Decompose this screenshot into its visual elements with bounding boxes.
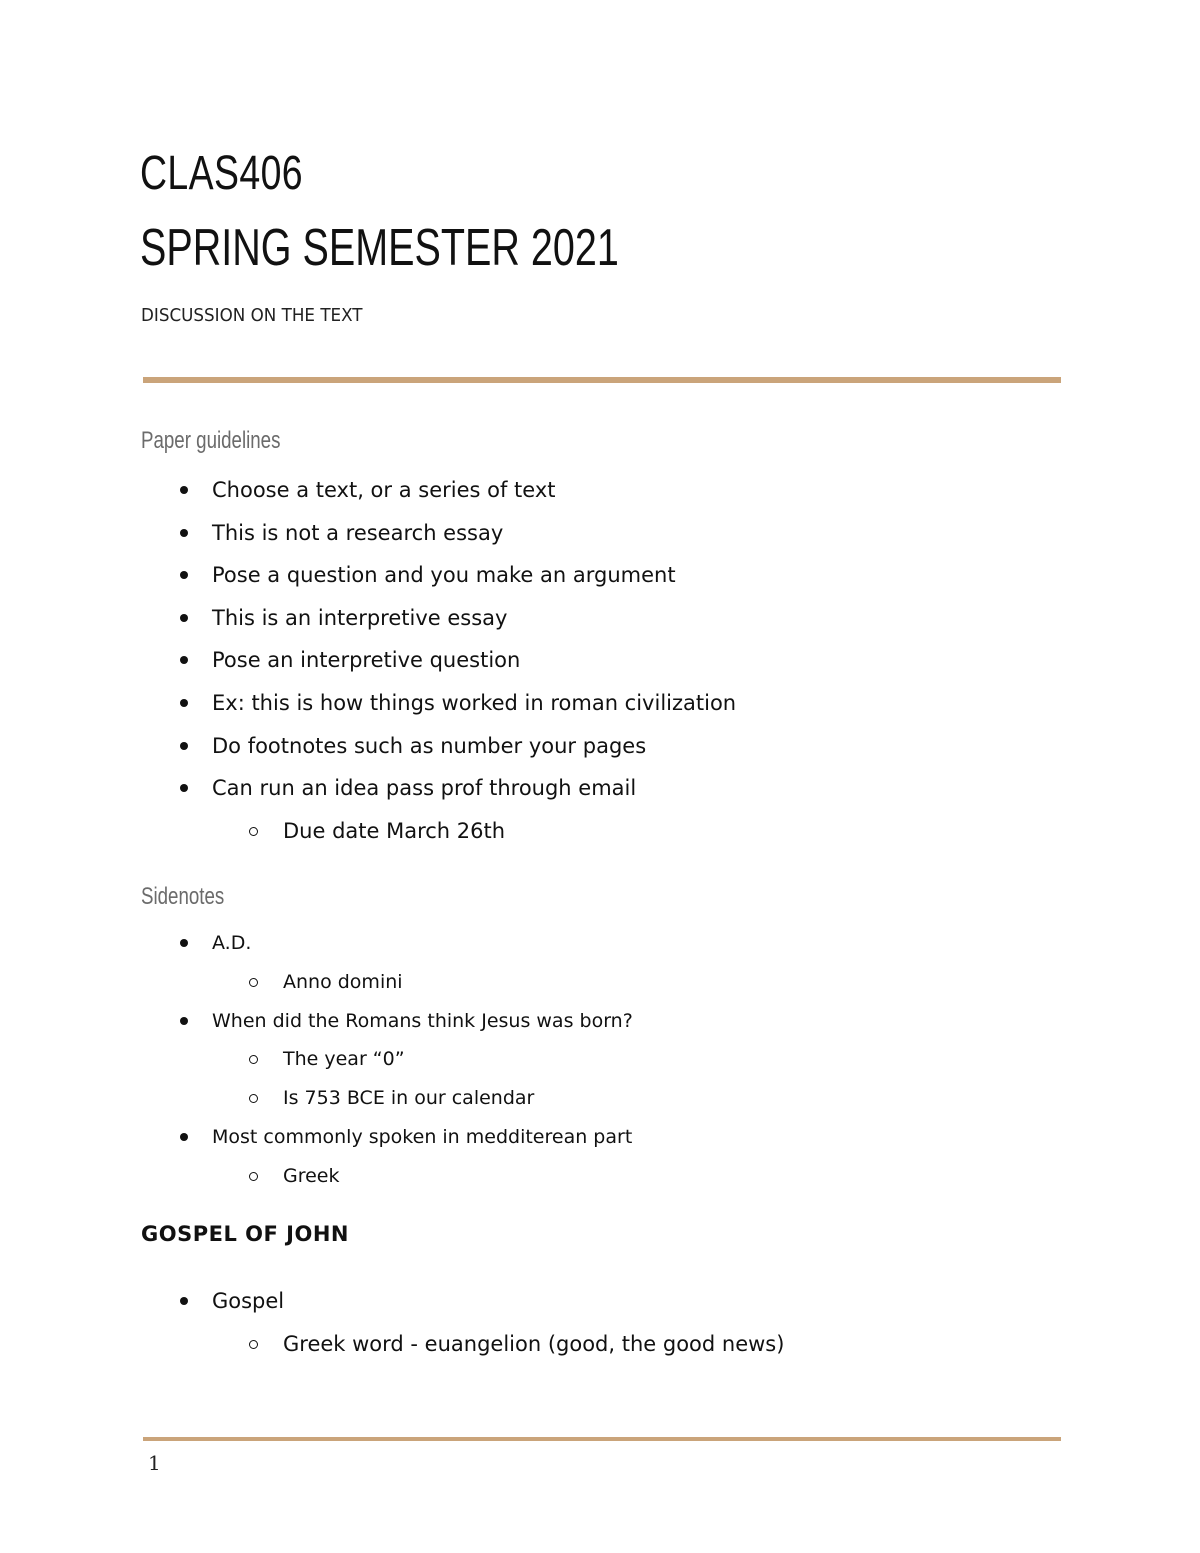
bullet-icon <box>180 699 188 707</box>
sub-list-item <box>0 1330 784 1373</box>
sub-list-item <box>0 1046 633 1085</box>
semester-title: SPRING SEMESTER 2021 <box>140 219 619 277</box>
circle-bullet-icon <box>249 1094 258 1103</box>
bullet-icon <box>180 571 188 579</box>
top-divider <box>143 377 1061 383</box>
list-item-text: Most commonly spoken in medditerean part <box>212 1125 633 1148</box>
list-item <box>0 604 736 647</box>
bottom-divider <box>143 1437 1061 1441</box>
sub-list-item-text: The year “0” <box>283 1048 405 1071</box>
document-subtitle: DISCUSSION ON THE TEXT <box>141 305 363 326</box>
bullet-icon <box>180 656 188 664</box>
list-item <box>0 476 736 519</box>
sidenotes-heading: Sidenotes <box>141 883 225 910</box>
list-item-text: Do footnotes such as number your pages <box>212 733 647 758</box>
sub-list-item <box>0 817 736 860</box>
sub-list-item-text: Anno domini <box>283 970 403 993</box>
bullet-icon <box>180 486 188 494</box>
circle-bullet-icon <box>249 827 258 836</box>
list-item-text: This is not a research essay <box>212 520 504 545</box>
list-item <box>0 1008 633 1047</box>
gospel-of-john-heading: GOSPEL OF JOHN <box>141 1222 349 1246</box>
list-item-text: This is an interpretive essay <box>212 605 508 630</box>
bullet-icon <box>180 1297 188 1305</box>
list-item-text: Pose a question and you make an argument <box>212 563 676 588</box>
list-item-text: Choose a text, or a series of text <box>212 478 556 502</box>
list-item-text: Pose an interpretive question <box>212 648 521 673</box>
bullet-icon <box>180 784 188 792</box>
page-number: 1 <box>148 1451 161 1475</box>
circle-bullet-icon <box>249 1340 258 1349</box>
bullet-icon <box>180 1133 188 1141</box>
list-item <box>0 519 736 562</box>
list-item-text: Ex: this is how things worked in roman civilization <box>212 690 737 715</box>
sub-list-item-text: Greek <box>283 1164 340 1187</box>
list-item-text: Can run an idea pass prof through email <box>212 776 637 801</box>
circle-bullet-icon <box>249 1172 258 1181</box>
sub-list-item-text: Greek word - euangelion (good, the good news) <box>283 1331 785 1356</box>
bullet-icon <box>180 614 188 622</box>
bullet-icon <box>180 529 188 537</box>
list-item <box>0 1124 633 1163</box>
list-item-text: Gospel <box>212 1289 285 1313</box>
gospel-list <box>0 1287 784 1372</box>
list-item <box>0 774 736 817</box>
circle-bullet-icon <box>249 1055 258 1064</box>
sidenotes-list <box>0 930 633 1202</box>
sub-list-item <box>0 1085 633 1124</box>
sub-list-item <box>0 1163 633 1202</box>
list-item <box>0 732 736 775</box>
bullet-icon <box>180 939 188 947</box>
bullet-icon <box>180 1017 188 1025</box>
sub-list-item-text: Is 753 BCE in our calendar <box>283 1087 535 1110</box>
course-code-title: CLAS406 <box>140 147 304 200</box>
list-item <box>0 689 736 732</box>
list-item <box>0 930 633 969</box>
paper-guidelines-heading: Paper guidelines <box>141 427 281 454</box>
list-item <box>0 561 736 604</box>
sub-list-item-text: Due date March 26th <box>283 818 506 843</box>
list-item-text: When did the Romans think Jesus was born? <box>212 1009 633 1032</box>
list-item-text: A.D. <box>212 932 252 954</box>
list-item <box>0 646 736 689</box>
paper-guidelines-list <box>0 476 736 859</box>
list-item <box>0 1287 784 1330</box>
bullet-icon <box>180 742 188 750</box>
sub-list-item <box>0 969 633 1008</box>
circle-bullet-icon <box>249 978 258 987</box>
